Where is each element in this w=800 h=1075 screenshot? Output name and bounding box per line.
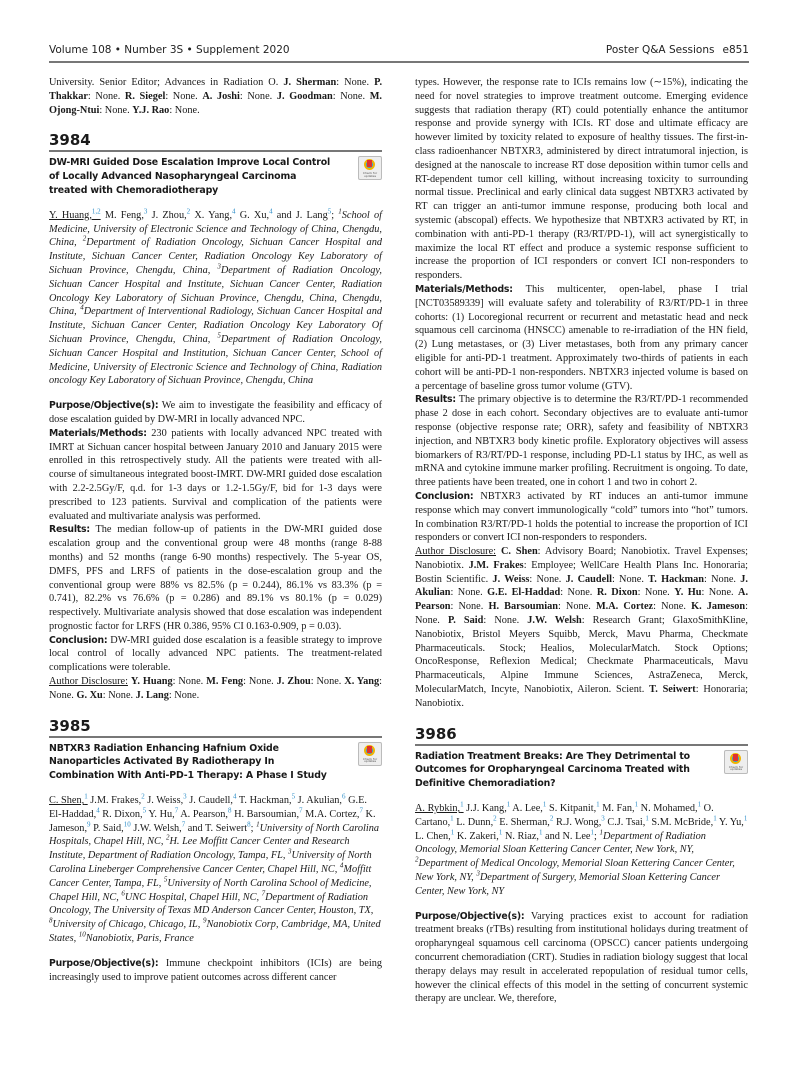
abstract-title: NBTXR3 Radiation Enhancing Hafnium Oxide Nanoparticles Activated By Radiotherapy In Combination With Anti-PD-1 Therapy: A Phase I Study bbox=[49, 742, 327, 782]
check-for-updates-icon[interactable]: Check for updates bbox=[724, 750, 748, 774]
author-disclosure: Author Disclosure: C. Shen: Advisory Board; Nanobiotix. Travel Expenses; Nanobiotix. J.M. Frakes: Employee; WellCare Health Plans Inc. Honoraria; Bostin Scientific. J. Weiss: None. J. Caudell: None. T. Hackman: None. J. Akulian: None. G.E. El-Haddad: None. R. Dixon: None. Y. Hu: None. A. Pearson: None. H. Barsoumian: None. M.A. Cortez: None. K. Jameson: None. P. Said: None. J.W. Welsh: Research Grant; GlaxoSmithKline, Nanobiotix, Bristol Meyers Squibb, Merck, Mavu Pharma, Checkmate Pharmaceuticals. Stock; Healios, MolecularMatch. Stock Options; OncoResponse, Reflexion Medical; Checkmate Pharmaceuticals, Mavu Pharmaceuticals, Alpine Immune Sciences, AstraZeneca, Merck, MolecularMatch, Incyte, Nanobiotix, Aileron. Scient. T. Seiwert: Honoraria; Nanobiotix. bbox=[415, 546, 749, 709]
author-disclosure: Author Disclosure: Y. Huang: None. M. Feng: None. J. Zhou: None. X. Yang: None. G. Xu: None. J. Lang: None. bbox=[49, 676, 383, 701]
purpose-section: Purpose/Objective(s): Varying practices exist to account for radiation treatment breaks (rTBs) resulting from institutional holidays during treatment of oropharyngeal squamous cell carcinoma (OPSCC) cancer patients undergoing concurrent chemoradiation (CRT). Studies in radiation biology suggest that local therapy delays may result in accelerated repopulation of residual tumor cells, however the clinical effects of this model in the setting of concurrent systemic therapy are unclear. We, therefore, bbox=[415, 910, 748, 1005]
section-and-page bbox=[606, 44, 749, 56]
author-list: C. Shen,$^1$ J.M. Frakes,$^2$ J. Weiss,$^3$ J. Caudell,$^4$ T. Hackman,$^5$ J. Akulian,$^6$ G.E. El-Haddad,$^4$ R. Dixon,$^5$ Y. Hu,$^7$ A. Pearson,$^8$ H. Barsoumian,$^7$ M.A. Cortez,$^7$ K. Jameson,$^9$ P. Said,$^{10}$ J.W. Welsh,$^7$ and T. Seiwert$^8$; $^1$University of North Carolina Hospitals, Chapel Hill, NC, $^2$H. Lee Moffitt Cancer Center and Research Institute, Department of Radiation Oncology, Tampa, FL, $^3$University of North Carolina Lineberger Comprehensive Cancer Center, Chapel Hill, NC, $^4$Moffitt Cancer Center, Tampa, FL, $^5$University of North Carolina School of Medicine, Chapel Hill, NC, $^6$UNC Hospital, Chapel Hill, NC, $^7$Department of Radiation Oncology, The University of Texas MD Anderson Cancer Center, Houston, TX, $^8$University of Chicago, Chicago, IL, $^9$Nanobiotix Corp, Cambridge, MA, United States, $^{10}$Nanobiotix, Paris, France bbox=[49, 792, 381, 945]
conclusion-section: Conclusion: DW-MRI guided dose escalation is a feasible strategy to improve local control of locally advanced NPC patients. The treatment-related complications were tolerable. bbox=[49, 634, 382, 674]
conclusion-section: Conclusion: NBTXR3 activated by RT induces an anti-tumor immune response which may convert immunologically “cold” tumors into “hot” tumors. In combination R3/RT/PD-1 holds the potential to increase the proportion of ICI responders or convert ICI non-responders to responders. bbox=[415, 490, 748, 544]
check-for-updates-icon[interactable]: Check for updates bbox=[358, 742, 382, 766]
running-header bbox=[49, 41, 749, 63]
affiliations: $^1$Department of Radiation Oncology, Memorial Sloan Kettering Cancer Center, New York, NY, $^2$Department of Medical Oncology, Memorial Sloan Kettering Cancer Center, New York, NY, $^3$Department of Surgery, Memorial Sloan Kettering Cancer Center, New York, NY bbox=[415, 828, 735, 897]
abstract-number: 3984 bbox=[49, 131, 382, 152]
results-section: Results: The median follow-up of patients in the DW-MRI guided dose escalation group and the conventional group were 48 months (range 8-88 months) and 52 months (range 6-90 months) respectively. The 5-year OS, DMFS, PFS and LRFS of patients in the dose-escalation group and the conventional group were 88% vs 82.5% (p = 0.244), 86.1% vs 83.3% (p = 0.741), 82.2% vs 76.6% (p = 0.286) and 89.1% vs 80.1% (p = 0.029) respectively. Multivariate analysis showed that dose escalation was independent prognostic factor for LRFS (HR 0.386, 95% CI 0.163-0.909, p = 0.03). bbox=[49, 524, 382, 632]
left-column bbox=[49, 76, 382, 984]
abstract-number: 3986 bbox=[415, 725, 748, 746]
methods-section: Materials/Methods: 230 patients with locally advanced NPC treated with IMRT at Sichuan cancer hospital between January 2010 and January 2015 were enrolled in this retrospectively study. All the patients were treated with all-course of simultaneous integrated boost-IMRT. DW-MRI guided dose escalation with 2.2-2.5Gy/F, q.d. for 1-3 days or 1.2-1.5Gy/F, bid for 1-3 days were prescribed to 123 patients. Survival and complication of the patients were evaluated and multivariate analysis was performed. bbox=[49, 427, 382, 522]
purpose-section: Purpose/Objective(s): Immune checkpoint inhibitors (ICIs) are being increasingly used to improve patient outcomes across different cancer bbox=[49, 957, 382, 983]
abstract-3986 bbox=[415, 725, 748, 1007]
continued-disclosure: University. Senior Editor; Advances in Radiation O. J. Sherman: None. P. Thakkar: None. R. Siegel: None. A. Joshi: None. J. Goodman: None. M. Ojong-Ntui: None. Y.J. Rao: None. bbox=[49, 77, 383, 116]
affiliations: $^1$University of North Carolina Hospitals, Chapel Hill, NC, $^2$H. Lee Moffitt Cancer Center and Research Institute, Department of Radiation Oncology, Tampa, FL, $^3$University of North Carolina Lineberger Comprehensive Cancer Center, Chapel Hill, NC, $^4$Moffitt Cancer Center, Tampa, FL, $^5$University of North Carolina School of Medicine, Chapel Hill, NC, $^6$UNC Hospital, Chapel Hill, NC, $^7$Department of Radiation Oncology, The University of Texas MD Anderson Cancer Center, Houston, TX, $^8$University of Chicago, Chicago, IL, $^9$Nanobiotix Corp, Cambridge, MA, United States, $^{10}$Nanobiotix, Paris, France bbox=[49, 820, 381, 945]
section-name: Poster Q&A Sessions bbox=[605, 44, 715, 56]
author-list: Y. Huang,$^{1,2}$ M. Feng,$^3$ J. Zhou,$^2$ X. Yang,$^4$ G. Xu,$^4$ and J. Lang$^5$; $^1$School of Medicine, University of Electronic Science and Technology of China, Chengdu, China, $^2$Department of Radiation Oncology, Sichuan Cancer Hospital and Institute, Sichuan Cancer Center, Radiation Oncology Key Laboratory of Sichuan Province, Chengdu, China, $^3$Department of Radiation Oncology, Sichuan Cancer Hospital and Institute, Sichuan Cancer Center, Radiation Oncology Key Laboratory of Sichuan Province, Chengdu, China, Chengdu, China, $^4$Department of Interventional Radiology, Sichuan Cancer Hospital and Institute, Sichuan Cancer Center, Radiation Oncology Key Laboratory Of Sichuan Province, Chengdu, China, $^5$Department of Radiation Oncology, Sichuan Cancer Hospital and Institution, Sichuan Cancer Center, School of Medicine, University of Electronic Science and Technology of China, Radiation oncology Key Laboratory of Sichuan Province, Chengdu, China bbox=[49, 207, 382, 387]
affiliations: $^1$School of Medicine, University of Electronic Science and Technology of China, Chengdu, China, $^2$Department of Radiation Oncology, Sichuan Cancer Hospital and Institute, Sichuan Cancer Center, Radiation Oncology Key Laboratory of Sichuan Province, Chengdu, China, $^3$Department of Radiation Oncology, Sichuan Cancer Hospital and Institute, Sichuan Cancer Center, Radiation Oncology Key Laboratory of Sichuan Province, Chengdu, China, Chengdu, China, $^4$Department of Interventional Radiology, Sichuan Cancer Hospital and Institute, Sichuan Cancer Center, Radiation Oncology Key Laboratory Of Sichuan Province, Chengdu, China, $^5$Department of Radiation Oncology, Sichuan Cancer Hospital and Institution, Sichuan Cancer Center, School of Medicine, University of Electronic Science and Technology of China, Radiation oncology Key Laboratory of Sichuan Province, Chengdu, China bbox=[49, 207, 382, 387]
purpose-section: Purpose/Objective(s): We aim to investigate the feasibility and efficacy of dose escalation guided by DW-MRI in locally advanced NPC. bbox=[49, 400, 382, 425]
presenting-author[interactable]: C. Shen,$^1$ bbox=[49, 792, 88, 807]
check-for-updates-icon[interactable]: Check for updates bbox=[358, 156, 382, 180]
methods-section: Materials/Methods: This multicenter, open-label, phase I trial [NCT03589339] will evaluate safety and tolerability of R3/RT/PD-1 in three cohorts: (1) Locoregional recurrent or recurrent and metastatic head and neck squamous cell carcinoma (HNSCC) amenable to re-irradiation of the HN field, (2) Lung metastases, or (3) Liver metastases, both from any primary cancer eligible for anti-PD-1 treatment. Approximately two-thirds of patients in each cohort will be anti-PD-1 non-responders. NBTXR3 injected volume is based on a percentage of baseline gross tumor volume (GTV). bbox=[415, 283, 748, 392]
presenting-author[interactable]: A. Rybkin,$^1$ bbox=[415, 800, 464, 815]
author-list: A. Rybkin,$^1$ J.J. Kang,$^1$ A. Lee,$^1$ S. Kitpanit,$^1$ M. Fan,$^1$ N. Mohamed,$^1$ O. Cartano,$^1$ L. Dunn,$^2$ E. Sherman,$^2$ R.J. Wong,$^3$ C.J. Tsai,$^1$ S.M. McBride,$^1$ Y. Yu,$^1$ L. Chen,$^1$ K. Zakeri,$^1$ N. Riaz,$^1$ and N. Lee$^1$; $^1$Department of Radiation Oncology, Memorial Sloan Kettering Cancer Center, New York, NY, $^2$Department of Medical Oncology, Memorial Sloan Kettering Cancer Center, New York, NY, $^3$Department of Surgery, Memorial Sloan Kettering Cancer Center, New York, NY bbox=[415, 800, 748, 897]
right-column bbox=[415, 76, 748, 1006]
abstract-number: 3985 bbox=[49, 717, 382, 738]
journal-issue: Volume 108 • Number 3S • Supplement 2020 bbox=[49, 44, 290, 56]
page-number: e851 bbox=[722, 44, 749, 56]
abstract-3985 bbox=[49, 717, 382, 985]
results-section: Results: The primary objective is to determine the R3/RT/PD-1 recommended phase 2 dose in each cohort. Secondary objectives are to evaluate anti-tumor response (objective response rate; ORR), safety and feasibility of NBTXR3 injection, and NBTXR3 body kinetic profile. Exploratory objectives will assess biomarkers of R3/RT/PD-1 response, including PD-L1 status by IHC, as well as mRNA and cytokine immune marker profiling. Recruitment is ongoing. To date, three patients have been treated, one in cohort 1 and two in cohort 2. bbox=[415, 394, 748, 489]
presenting-author[interactable]: Y. Huang,$^{1,2}$ bbox=[49, 207, 101, 221]
abstract-title: DW-MRI Guided Dose Escalation Improve Local Control of Locally Advanced Nasopharyngeal Carcinoma treated with Chemoradiotherapy bbox=[49, 157, 331, 196]
purpose-continued: types. However, the response rate to ICIs remains low (∼15%), indicating the need for novel strategies to improve treatment outcome. Emerging evidence suggests that radiation therapy (RT) could potentially enhance the antitumor response and provide synergy with ICIs. RT dose and ultimate efficacy are however limited by toxicity related to exposure of healthy tissues. The first-in-class radioenhancer NBTXR3, administered by direct intratumoral injection, is designed at the nanoscale to increase RT dose deposition within tumor cells and RT-dependent tumor cell killing, without increasing toxicity to surrounding normal tissue. Preclinical and early clinical data suggest NBTXR3 activated by RT can trigger an anti-tumor immune response, producing both local and systemic (abscopal) effects. We hypothesize that NBTXR3 activated by RT, in combination with anti-PD-1 therapy (R3/RT/PD-1), will act synergistically to maximize the local RT effect and produce a systemic response sufficient to increase the proportion of ICI responders or convert ICI non-responders to responders. bbox=[415, 77, 748, 282]
abstract-title: Radiation Treatment Breaks: Are They Detrimental to Outcomes for Oropharyngeal Carcinoma Treated with Definitive Chemoradiation? bbox=[415, 750, 690, 790]
abstract-3984 bbox=[49, 131, 382, 702]
